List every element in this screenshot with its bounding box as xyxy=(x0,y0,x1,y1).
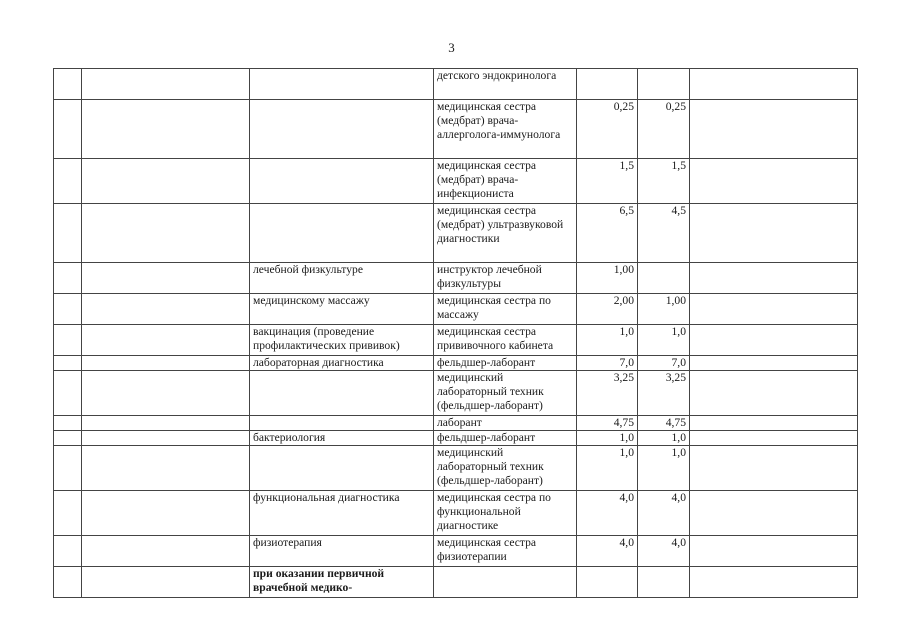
row-number-cell xyxy=(54,263,82,294)
row-number-cell xyxy=(54,371,82,416)
rate-norm-cell: 1,5 xyxy=(577,159,638,204)
position-cell: инструктор лечебной физкультуры xyxy=(434,263,577,294)
position-cell: лаборант xyxy=(434,416,577,431)
note-cell xyxy=(690,294,858,325)
department-cell xyxy=(82,491,250,536)
note-cell xyxy=(690,431,858,446)
section-cell: лабораторная диагностика xyxy=(250,356,434,371)
section-cell: физиотерапия xyxy=(250,536,434,567)
row-number-cell xyxy=(54,325,82,356)
table-row xyxy=(54,446,858,491)
rate-actual-cell: 4,5 xyxy=(638,204,690,263)
department-cell xyxy=(82,356,250,371)
section-cell: функциональная диагностика xyxy=(250,491,434,536)
position-cell: фельдшер-лаборант xyxy=(434,431,577,446)
section-cell xyxy=(250,69,434,100)
row-number-cell xyxy=(54,491,82,536)
row-number-cell xyxy=(54,416,82,431)
note-cell xyxy=(690,371,858,416)
note-cell xyxy=(690,536,858,567)
page-number: 3 xyxy=(448,40,455,55)
table-row xyxy=(54,491,858,536)
row-number-cell xyxy=(54,159,82,204)
table-row xyxy=(54,69,858,100)
rate-actual-cell: 1,00 xyxy=(638,294,690,325)
department-cell xyxy=(82,446,250,491)
row-number-cell xyxy=(54,294,82,325)
department-cell xyxy=(82,431,250,446)
rate-norm-cell: 2,00 xyxy=(577,294,638,325)
rate-actual-cell: 1,0 xyxy=(638,325,690,356)
note-cell xyxy=(690,204,858,263)
rate-norm-cell: 3,25 xyxy=(577,371,638,416)
section-cell: лечебной физкультуре xyxy=(250,263,434,294)
note-cell xyxy=(690,263,858,294)
rate-norm-cell: 1,0 xyxy=(577,325,638,356)
section-cell xyxy=(250,159,434,204)
department-cell xyxy=(82,204,250,263)
row-number-cell xyxy=(54,567,82,598)
department-cell xyxy=(82,536,250,567)
department-cell xyxy=(82,294,250,325)
note-cell xyxy=(690,416,858,431)
row-number-cell xyxy=(54,69,82,100)
row-number-cell xyxy=(54,446,82,491)
rate-actual-cell xyxy=(638,263,690,294)
table-row xyxy=(54,204,858,263)
table-row xyxy=(54,416,858,431)
position-cell: медицинский лабораторный техник (фельдшер-лаборант) xyxy=(434,446,577,491)
position-cell: медицинская сестра физиотерапии xyxy=(434,536,577,567)
section-cell xyxy=(250,204,434,263)
department-cell xyxy=(82,416,250,431)
position-cell: фельдшер-лаборант xyxy=(434,356,577,371)
rate-norm-cell: 6,5 xyxy=(577,204,638,263)
staffing-table-body xyxy=(54,69,858,598)
note-cell xyxy=(690,325,858,356)
section-cell: вакцинация (проведение профилактических прививок) xyxy=(250,325,434,356)
note-cell xyxy=(690,567,858,598)
note-cell xyxy=(690,100,858,159)
department-cell xyxy=(82,263,250,294)
table-row xyxy=(54,100,858,159)
rate-norm-cell: 4,0 xyxy=(577,491,638,536)
section-cell: бактериология xyxy=(250,431,434,446)
rate-actual-cell: 0,25 xyxy=(638,100,690,159)
rate-actual-cell: 1,5 xyxy=(638,159,690,204)
rate-actual-cell xyxy=(638,69,690,100)
rate-norm-cell: 0,25 xyxy=(577,100,638,159)
row-number-cell xyxy=(54,100,82,159)
rate-actual-cell: 1,0 xyxy=(638,446,690,491)
staffing-table xyxy=(53,68,858,598)
table-row xyxy=(54,371,858,416)
position-cell xyxy=(434,567,577,598)
position-cell: детского эндокринолога xyxy=(434,69,577,100)
department-cell xyxy=(82,325,250,356)
section-cell: медицинскому массажу xyxy=(250,294,434,325)
rate-actual-cell xyxy=(638,567,690,598)
position-cell: медицинский лабораторный техник (фельдшер-лаборант) xyxy=(434,371,577,416)
rate-actual-cell: 4,0 xyxy=(638,491,690,536)
rate-norm-cell: 1,0 xyxy=(577,431,638,446)
row-number-cell xyxy=(54,431,82,446)
department-cell xyxy=(82,567,250,598)
position-cell: медицинская сестра (медбрат) ультразвуковой диагностики xyxy=(434,204,577,263)
table-row xyxy=(54,294,858,325)
section-cell xyxy=(250,416,434,431)
position-cell: медицинская сестра (медбрат) врача-инфекциониста xyxy=(434,159,577,204)
rate-norm-cell xyxy=(577,69,638,100)
table-row xyxy=(54,356,858,371)
rate-norm-cell: 4,75 xyxy=(577,416,638,431)
position-cell: медицинская сестра прививочного кабинета xyxy=(434,325,577,356)
rate-norm-cell: 1,0 xyxy=(577,446,638,491)
position-cell: медицинская сестра по массажу xyxy=(434,294,577,325)
note-cell xyxy=(690,491,858,536)
table-row xyxy=(54,431,858,446)
table-row xyxy=(54,159,858,204)
section-cell xyxy=(250,100,434,159)
table-row xyxy=(54,263,858,294)
rate-actual-cell: 7,0 xyxy=(638,356,690,371)
rate-actual-cell: 4,0 xyxy=(638,536,690,567)
table-row xyxy=(54,567,858,598)
rate-norm-cell: 7,0 xyxy=(577,356,638,371)
department-cell xyxy=(82,100,250,159)
section-cell xyxy=(250,446,434,491)
rate-norm-cell xyxy=(577,567,638,598)
table-row xyxy=(54,325,858,356)
note-cell xyxy=(690,446,858,491)
position-cell: медицинская сестра по функциональной диагностике xyxy=(434,491,577,536)
section-cell xyxy=(250,371,434,416)
row-number-cell xyxy=(54,204,82,263)
note-cell xyxy=(690,159,858,204)
rate-norm-cell: 4,0 xyxy=(577,536,638,567)
department-cell xyxy=(82,69,250,100)
rate-actual-cell: 4,75 xyxy=(638,416,690,431)
table-row xyxy=(54,536,858,567)
row-number-cell xyxy=(54,356,82,371)
rate-norm-cell: 1,00 xyxy=(577,263,638,294)
department-cell xyxy=(82,159,250,204)
rate-actual-cell: 1,0 xyxy=(638,431,690,446)
note-cell xyxy=(690,69,858,100)
note-cell xyxy=(690,356,858,371)
section-cell: при оказании первичной врачебной медико- xyxy=(250,567,434,598)
row-number-cell xyxy=(54,536,82,567)
rate-actual-cell: 3,25 xyxy=(638,371,690,416)
department-cell xyxy=(82,371,250,416)
position-cell: медицинская сестра (медбрат) врача-аллерголога-иммунолога xyxy=(434,100,577,159)
